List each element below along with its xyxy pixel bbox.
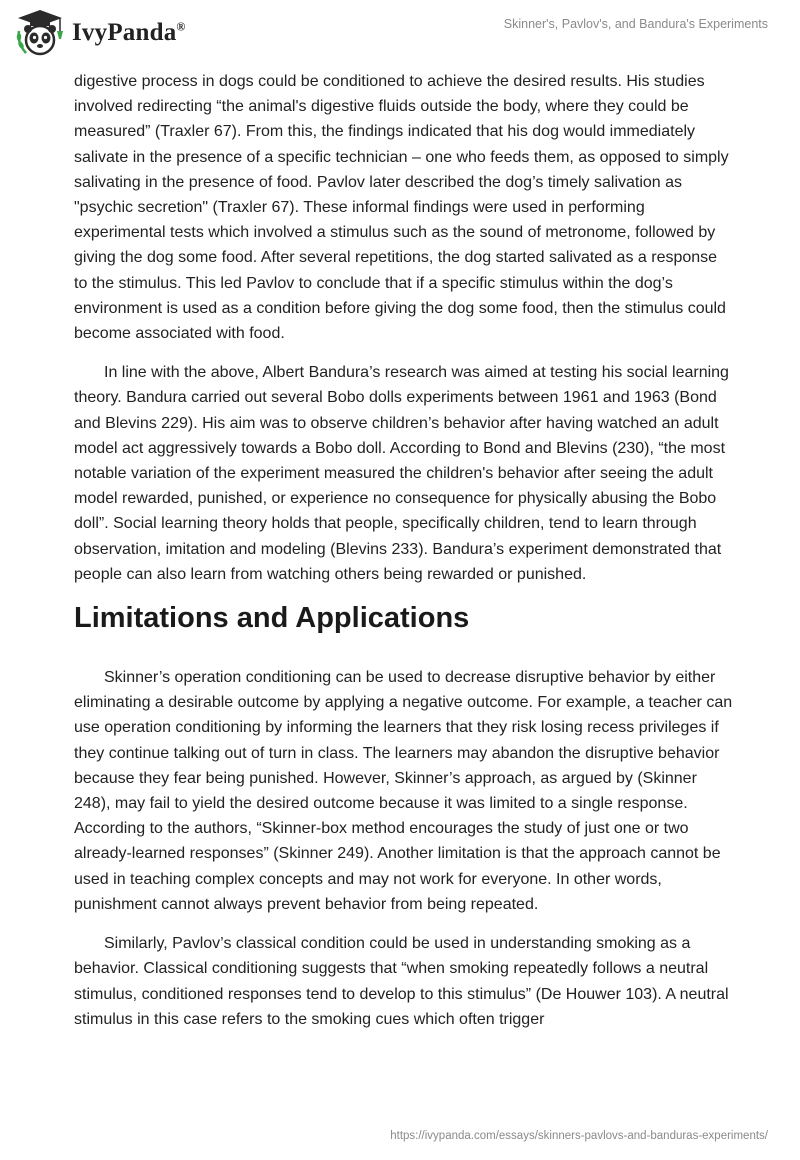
paragraph-bandura: In line with the above, Albert Bandura’s research was aimed at testing his social learning theory. Bandura carried out several Bobo dolls experiments between 1961 and 1963 (Bond and Blevins 229). His aim was to observe children’s behavior after having watched an adult model act aggressively towards a Bobo doll. According to Bond and Blevins (230), “the most notable variation of the experiment measured the children's behavior after seeing the adult model rewarded, punished, or experience no consequence for physically abusing the Bobo doll”. Social learning theory holds that people, specifically children, tend to learn through observation, imitation and modeling (Blevins 233). Bandura’s experiment demonstrated that people can also learn from watching others being rewarded or punished. xyxy=(74,364,729,583)
paragraph-pavlov: digestive process in dogs could be conditioned to achieve the desired results. His studies involved redirecting “the animal's digestive fluids outside the body, where they could be measured” (Traxler 67). From this, the findings indicated that his dog would immediately salivate in the presence of a specific technician – one who feeds them, as opposed to simply salivating in the presence of food. Pavlov later described the dog’s timely salivation as "psychic secretion" (Traxler 67). These informal findings were used in performing experimental tests which involved a stimulus such as the sound of metronome, followed by giving the dog some food. After several repetitions, the dog started salivated as a response to the stimulus. This led Pavlov to conclude that if a specific stimulus within the dog’s environment is used as a condition before giving the dog some food, then the stimulus could become associated with food. xyxy=(74,73,729,343)
paragraph-skinner-limitations: Skinner’s operation conditioning can be used to decrease disruptive behavior by either eliminating a desirable outcome by applying a negative outcome. For example, a teacher can use operation conditioning by informing the learners that they risk losing recess privileges if they continue talking out of turn in class. The learners may abandon the disruptive behavior because they fear being punished. However, Skinner’s approach, as argued by (Skinner 248), may fail to yield the desired outcome because it was limited to a single response. According to the authors, “Skinner-box method encourages the study of just one or two already-learned responses” (Skinner 249). Another limitation is that the approach cannot be used in teaching complex concepts and may not work for everyone. In other words, punishment cannot always prevent behavior from being repeated. xyxy=(74,669,733,913)
section-heading: Limitations and Applications xyxy=(74,602,470,635)
document-title: Skinner's, Pavlov's, and Bandura's Experiments xyxy=(503,17,768,31)
essay-content xyxy=(74,69,734,1046)
ivypanda-logo[interactable] xyxy=(14,9,186,57)
panda-graduate-icon xyxy=(14,9,66,57)
brand-name: IvyPanda® xyxy=(72,19,186,46)
paragraph-pavlov-applications: Similarly, Pavlov’s classical condition could be used in understanding smoking as a behavior. Classical conditioning suggests that “when smoking repeatedly follows a neutral stimulus, conditioned responses tend to develop to this stimulus” (De Houwer 103). A neutral stimulus in this case refers to the smoking cues which often trigger xyxy=(74,935,729,1028)
source-url[interactable]: https://ivypanda.com/essays/skinners-pavlovs-and-banduras-experiments/ xyxy=(390,1130,768,1142)
page-header xyxy=(0,0,800,64)
